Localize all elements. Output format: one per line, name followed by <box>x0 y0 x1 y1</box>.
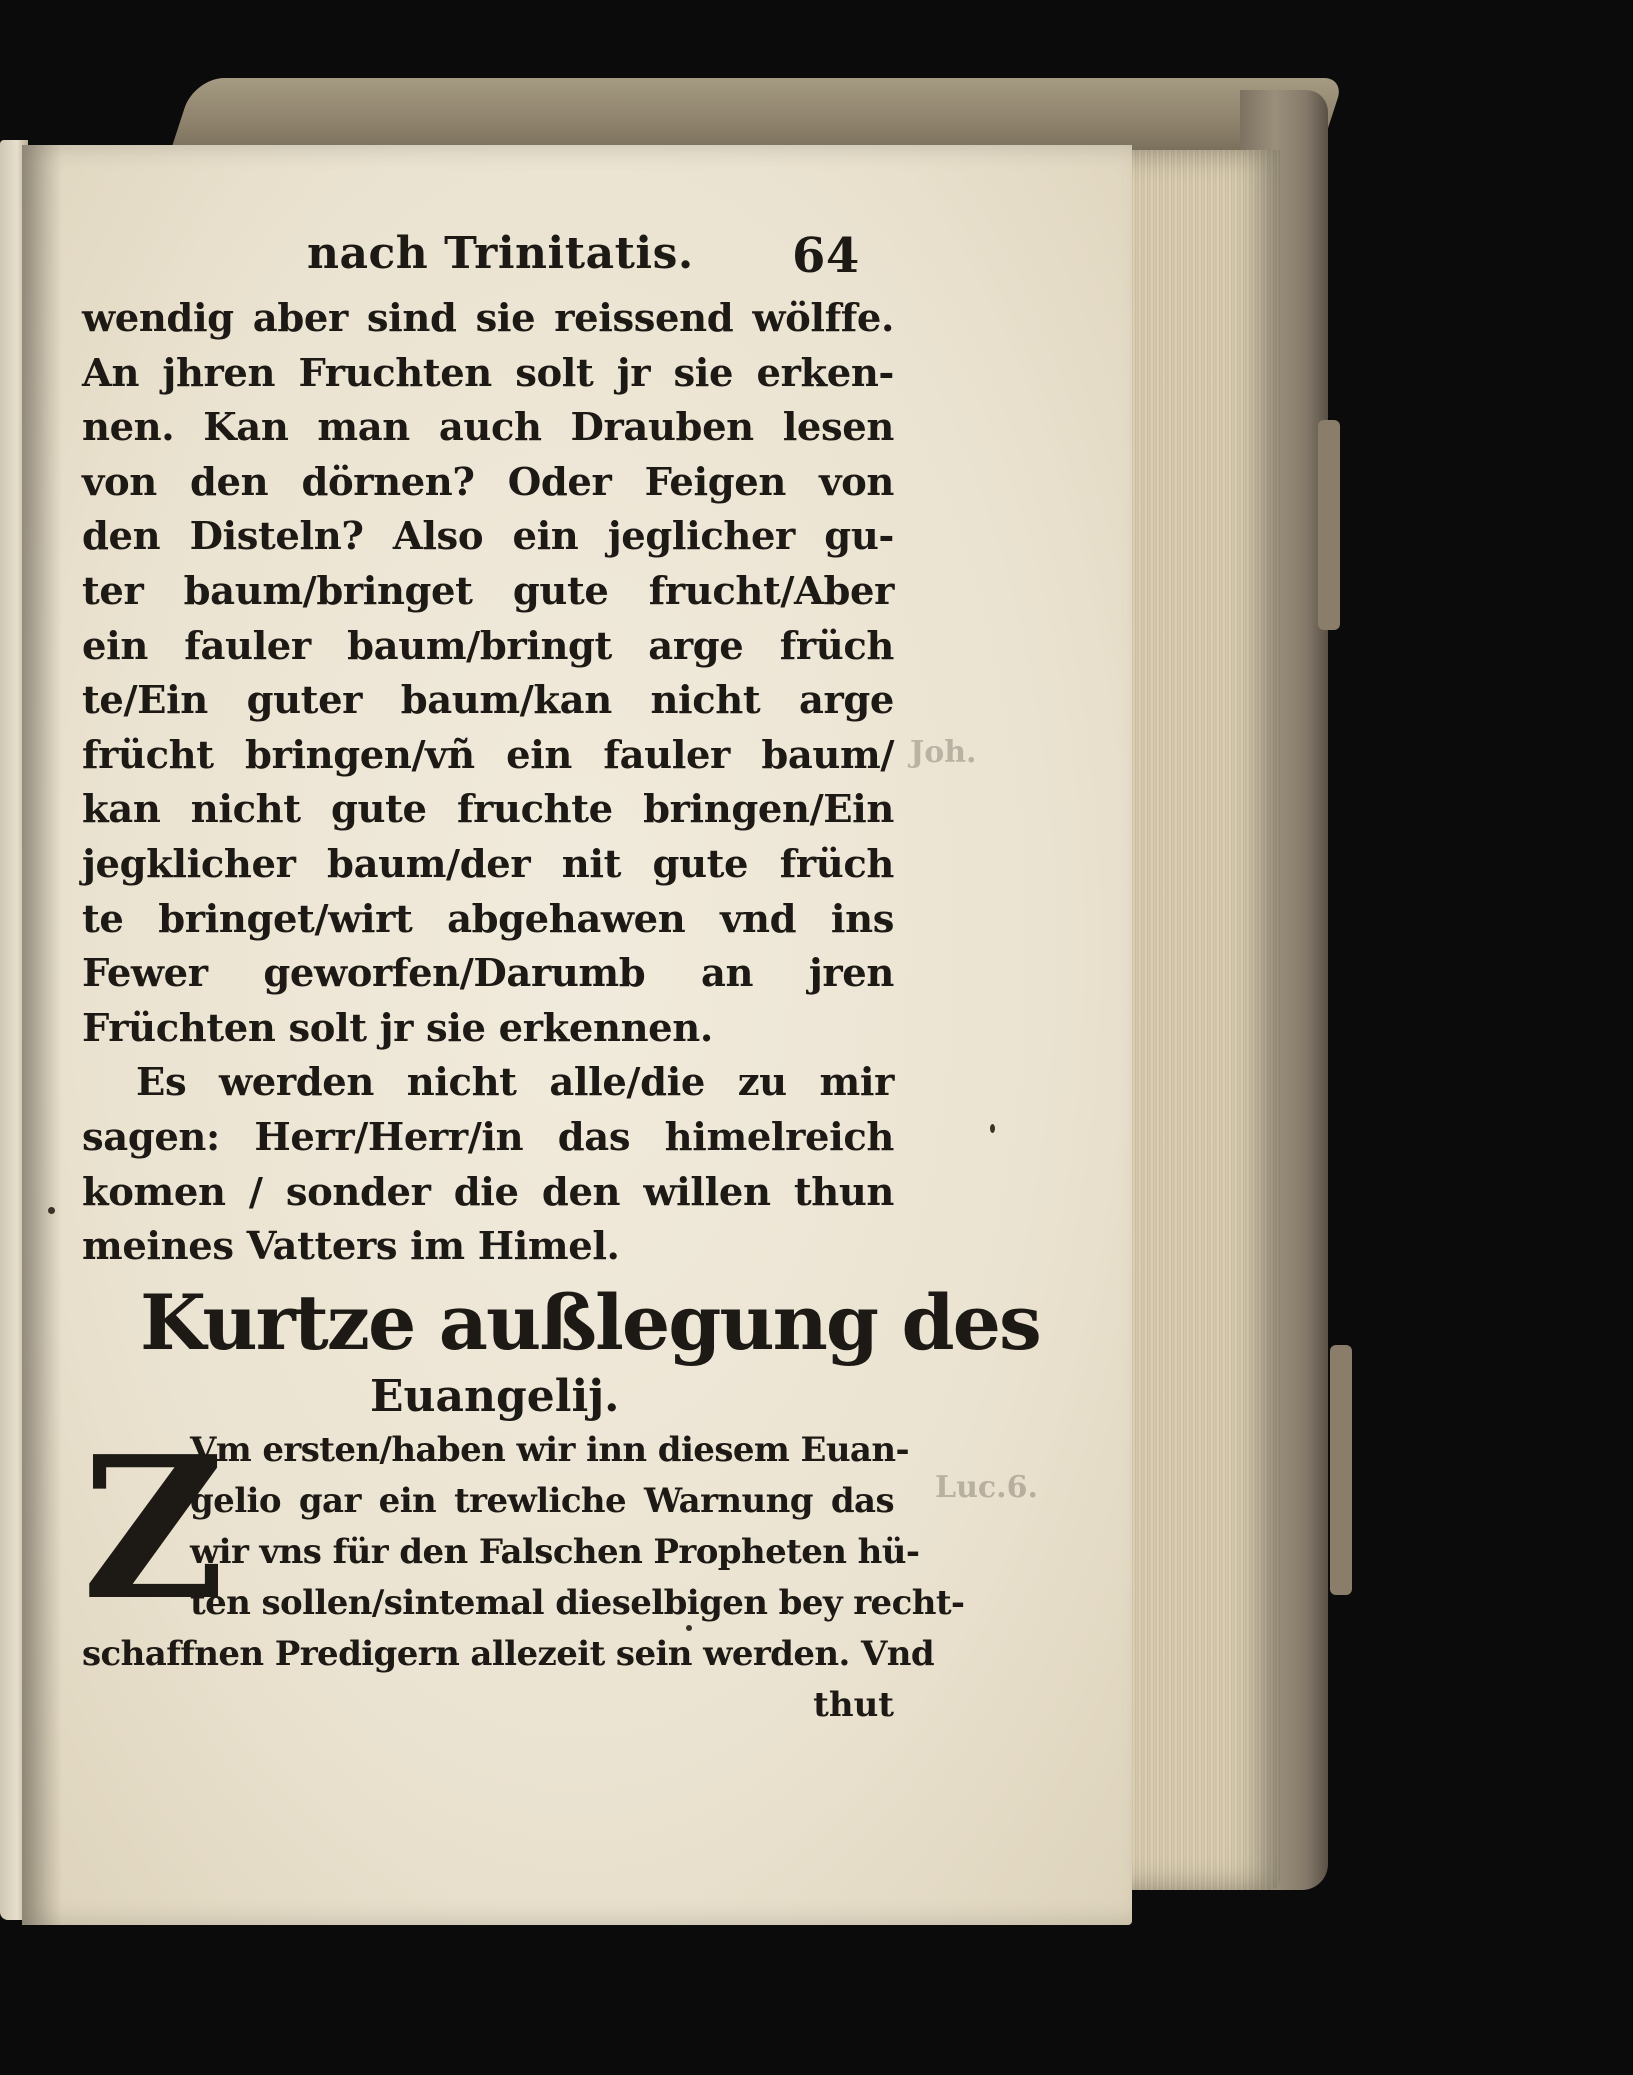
text-line: meines Vatters im Himel. <box>82 1224 620 1270</box>
text-line: ein fauler baum/bringt arge früch <box>82 623 894 669</box>
leather-tab-bottom <box>1330 1345 1352 1595</box>
text-line: komen / sonder die den willen thun <box>82 1169 894 1215</box>
text-line: Fewer geworfen/Darumb an jren <box>82 951 894 997</box>
text-line: wendig aber sind sie reissend wölffe. <box>82 296 894 341</box>
text-line: den Disteln? Also ein jeglicher gu- <box>82 514 894 560</box>
text-line: nen. Kan man auch Drauben lesen <box>82 405 894 451</box>
text-line: Früchten solt jr sie erkennen. <box>82 1005 713 1051</box>
exposition-paragraph <box>82 1413 965 1730</box>
drop-capital: Z <box>82 1413 226 1644</box>
text-line: An jhren Fruchten solt jr sie erken- <box>82 350 894 396</box>
gutter-shadow <box>22 145 62 1925</box>
text-line: te/Ein guter baum/kan nicht arge <box>82 678 894 724</box>
text-line: von den dörnen? Oder Feigen von <box>82 459 894 505</box>
text-line: sagen: Herr/Herr/in das himelreich <box>82 1114 894 1160</box>
running-title: nach Trinitatis. <box>307 228 694 279</box>
text-line: te bringet/wirt abgehawen vnd ins <box>82 896 894 942</box>
page-header <box>82 228 894 292</box>
text-line: Es werden nicht alle/die zu mir <box>136 1060 894 1106</box>
text-line: wir vns für den Falschen Propheten hü- <box>190 1531 920 1572</box>
page-stack-edge <box>1112 150 1280 1890</box>
bleed-through-note-1: Joh. <box>910 735 977 770</box>
text-line: kan nicht gute fruchte bringen/Ein <box>82 787 894 833</box>
gospel-paragraph-2 <box>82 1056 894 1274</box>
text-line: Vm ersten/haben wir inn diesem Euan- <box>190 1429 909 1470</box>
text-line: ter baum/bringet gute frucht/Aber <box>82 568 894 614</box>
text-line: frücht bringen/vñ ein fauler baum/ <box>82 732 894 778</box>
section-subheading: Euangelij. <box>370 1370 620 1422</box>
page-number: 64 <box>792 228 860 284</box>
section-heading: Kurtze außlegung des <box>140 1277 1040 1367</box>
catchword: thut <box>813 1684 894 1725</box>
text-line: schaffnen Predigern allezeit sein werden. Vnd <box>82 1633 935 1674</box>
text-line: gelio gar ein trewliche Warnung das <box>190 1480 894 1521</box>
bleed-through-note-2: Luc.6. <box>935 1470 1038 1505</box>
gospel-text <box>82 292 894 1056</box>
ink-speck <box>48 1207 55 1214</box>
leather-tab-top <box>1318 420 1340 630</box>
text-line: jegklicher baum/der nit gute früch <box>82 841 894 887</box>
ink-speck <box>990 1124 995 1133</box>
text-line: ten sollen/sintemal dieselbigen bey recht- <box>190 1582 965 1623</box>
